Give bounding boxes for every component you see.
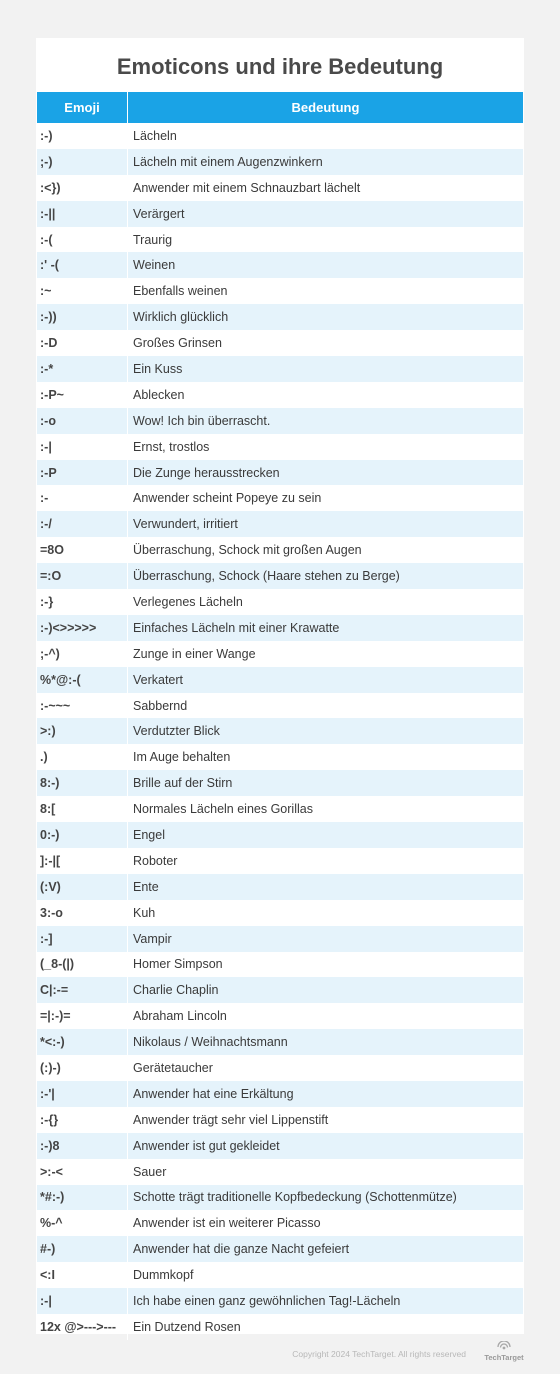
meaning-cell: Verärgert [128, 201, 524, 227]
meaning-cell: Wow! Ich bin überrascht. [128, 408, 524, 434]
meaning-cell: Brille auf der Stirn [128, 770, 524, 796]
table-row [37, 304, 523, 330]
meaning-cell: Kuh [133, 905, 156, 920]
meaning-cell: Die Zunge herausstrecken [128, 460, 524, 486]
emoji-cell: :-} [37, 589, 128, 615]
table-row [37, 667, 523, 693]
meaning-cell: Weinen [128, 252, 524, 278]
meaning-cell: Ente [128, 874, 524, 900]
table-header [37, 92, 523, 123]
emoji-cell: :-|| [37, 201, 128, 227]
meaning-cell: Wirklich glücklich [128, 304, 524, 330]
emoji-cell: :-] [37, 926, 128, 952]
table-row [37, 796, 523, 822]
table-row [37, 615, 523, 641]
emoji-cell: :-~~~ [37, 693, 128, 719]
meaning-cell: Gerätetaucher [133, 1061, 213, 1075]
emoji-cell: >:-< [37, 1159, 128, 1185]
meaning-cell: Überraschung, Schock (Haare stehen zu Berge) [128, 563, 524, 589]
emoji-cell: <:I [37, 1262, 128, 1288]
meaning-cell: Anwender ist ein weiterer Picasso [133, 1216, 321, 1231]
table-row [37, 977, 523, 1003]
emoticon-table [37, 92, 523, 1340]
meaning-cell: Anwender hat die ganze Nacht gefeiert [128, 1236, 524, 1262]
table-body [37, 123, 523, 1340]
table-row [37, 1133, 523, 1159]
meaning-cell: Engel [128, 822, 524, 848]
meaning-cell: Verdutzter Blick [128, 718, 524, 744]
table-row [37, 693, 523, 719]
emoji-cell: :-| [37, 1288, 128, 1314]
meaning-cell: Überraschung, Schock mit großen Augen [133, 543, 362, 558]
emoji-cell: :' -( [37, 252, 128, 278]
table-row [37, 408, 523, 434]
meaning-cell: Verwundert, irritiert [128, 511, 524, 537]
table-row [37, 900, 523, 926]
emoji-cell: =8O [37, 537, 128, 563]
emoji-cell: :-/ [37, 511, 128, 537]
emoji-cell: :-)8 [37, 1133, 128, 1159]
table-row [37, 848, 523, 874]
meaning-cell: Anwender hat eine Erkältung [128, 1081, 524, 1107]
table-row [37, 822, 523, 848]
table-row [37, 356, 523, 382]
meaning-cell: Im Auge behalten [133, 750, 231, 765]
emoji-cell: :~ [37, 278, 128, 304]
table-row [37, 952, 523, 978]
table-row [37, 744, 523, 770]
emoji-cell: :-) [37, 123, 128, 149]
table-row [37, 589, 523, 615]
meaning-cell: Abraham Lincoln [133, 1009, 227, 1024]
table-row [37, 485, 523, 511]
table-row [37, 123, 523, 149]
meaning-cell: Einfaches Lächeln mit einer Krawatte [128, 615, 524, 641]
emoji-cell: :-P~ [37, 382, 128, 408]
meaning-cell: Sabbernd [133, 698, 188, 713]
emoji-cell: :-| [37, 434, 128, 460]
meaning-cell: Ebenfalls weinen [133, 284, 228, 299]
table-header-row [37, 92, 523, 123]
table-row [37, 1159, 523, 1185]
meaning-cell: Anwender mit einem Schnauzbart lächelt [133, 180, 361, 195]
table-row [37, 175, 523, 201]
meaning-cell: Nikolaus / Weihnachtsmann [128, 1029, 524, 1055]
table-row [37, 1314, 523, 1340]
table-row [37, 1262, 523, 1288]
column-header-emoji: Emoji [37, 92, 128, 123]
table-row [37, 1055, 523, 1081]
meaning-cell: Verkatert [128, 667, 524, 693]
emoji-cell: :-'| [37, 1081, 128, 1107]
emoji-cell: :-P [37, 460, 128, 486]
meaning-cell: Ein Dutzend Rosen [133, 1319, 241, 1334]
meaning-cell: Lächeln mit einem Augenzwinkern [128, 149, 524, 175]
emoji-cell: #-) [37, 1236, 128, 1262]
emoji-cell: .) [37, 744, 128, 770]
table-row [37, 227, 523, 253]
emoji-cell: :-o [37, 408, 128, 434]
table-row [37, 511, 523, 537]
meaning-cell: Normales Lächeln eines Gorillas [133, 802, 313, 817]
emoji-cell: *#:-) [37, 1185, 128, 1211]
meaning-cell: Ernst, trostlos [133, 439, 210, 454]
table-row [37, 718, 523, 744]
emoji-cell: ;-) [37, 149, 128, 175]
table-row [37, 434, 523, 460]
meaning-cell: Ein Kuss [128, 356, 524, 382]
emoji-cell: 0:-) [37, 822, 128, 848]
table-row [37, 330, 523, 356]
emoji-cell: ]:-|[ [37, 848, 128, 874]
emoji-cell: =|:-)= [37, 1003, 128, 1029]
table-row [37, 641, 523, 667]
column-header-meaning: Bedeutung [128, 92, 524, 123]
table-row [37, 1236, 523, 1262]
meaning-cell: Homer Simpson [133, 957, 223, 972]
meaning-cell: Anwender ist gut gekleidet [128, 1133, 524, 1159]
emoji-cell: =:O [37, 563, 128, 589]
techtarget-logo-icon [497, 1341, 511, 1352]
emoji-cell: :-)) [37, 304, 128, 330]
emoji-cell: :-)<>>>>> [37, 615, 128, 641]
emoji-cell: :-( [37, 227, 128, 253]
table-row [37, 201, 523, 227]
table-row [37, 874, 523, 900]
emoji-cell: :-* [37, 356, 128, 382]
meaning-cell: Lächeln [133, 128, 177, 143]
meaning-cell: Großes Grinsen [133, 336, 222, 351]
meaning-cell: Charlie Chaplin [128, 977, 524, 1003]
meaning-cell: Zunge in einer Wange [133, 646, 256, 661]
meaning-cell: Verlegenes Lächeln [133, 594, 243, 609]
emoji-cell: :- [37, 485, 128, 511]
emoji-cell: %*@:-( [37, 667, 128, 693]
copyright-text: Copyright 2024 TechTarget. All rights reserved [292, 1349, 466, 1359]
table-row [37, 1288, 523, 1314]
table-row [37, 460, 523, 486]
table-row [37, 537, 523, 563]
emoji-cell: (:V) [37, 874, 128, 900]
table-row [37, 1081, 523, 1107]
emoji-cell: %-^ [37, 1210, 128, 1236]
emoji-cell: 3:-o [37, 900, 128, 926]
emoji-cell: >:) [37, 718, 128, 744]
meaning-cell: Sauer [133, 1164, 167, 1179]
emoji-cell: 8:[ [37, 796, 128, 822]
table-row [37, 1003, 523, 1029]
meaning-cell: Roboter [133, 853, 178, 868]
techtarget-logo [482, 1341, 526, 1362]
infographic-card [36, 38, 524, 1334]
footer [0, 1345, 560, 1371]
emoji-cell: ;-^) [37, 641, 128, 667]
page-title: Emoticons und ihre Bedeutung [116, 54, 444, 79]
table-row [37, 770, 523, 796]
emoji-cell: *<:-) [37, 1029, 128, 1055]
meaning-cell: Ich habe einen ganz gewöhnlichen Tag!-Lächeln [128, 1288, 524, 1314]
emoji-cell: :-D [37, 330, 128, 356]
emoji-cell: 8:-) [37, 770, 128, 796]
meaning-cell: Anwender trägt sehr viel Lippenstift [133, 1112, 329, 1127]
table-row [37, 1210, 523, 1236]
table-row [37, 1107, 523, 1133]
meaning-cell: Dummkopf [133, 1268, 194, 1283]
table-row [37, 563, 523, 589]
table-row [37, 252, 523, 278]
table-row [37, 278, 523, 304]
meaning-cell: Schotte trägt traditionelle Kopfbedeckung (Schottenmütze) [128, 1185, 524, 1211]
table-row [37, 1029, 523, 1055]
table-row [37, 382, 523, 408]
meaning-cell: Vampir [128, 926, 524, 952]
meaning-cell: Ablecken [133, 387, 185, 402]
table-row [37, 926, 523, 952]
meaning-cell: Traurig [133, 232, 173, 247]
emoji-cell: :<}) [37, 175, 128, 201]
emoji-cell: (_8-(|) [37, 952, 128, 978]
meaning-cell: Anwender scheint Popeye zu sein [133, 491, 322, 506]
emoji-cell: (:)-) [37, 1055, 128, 1081]
emoji-cell: :-{} [37, 1107, 128, 1133]
emoji-cell: C|:-= [37, 977, 128, 1003]
brand-name: TechTarget [484, 1353, 524, 1362]
emoji-cell: 12x @>--->--- [37, 1314, 128, 1340]
table-row [37, 1185, 523, 1211]
table-row [37, 149, 523, 175]
